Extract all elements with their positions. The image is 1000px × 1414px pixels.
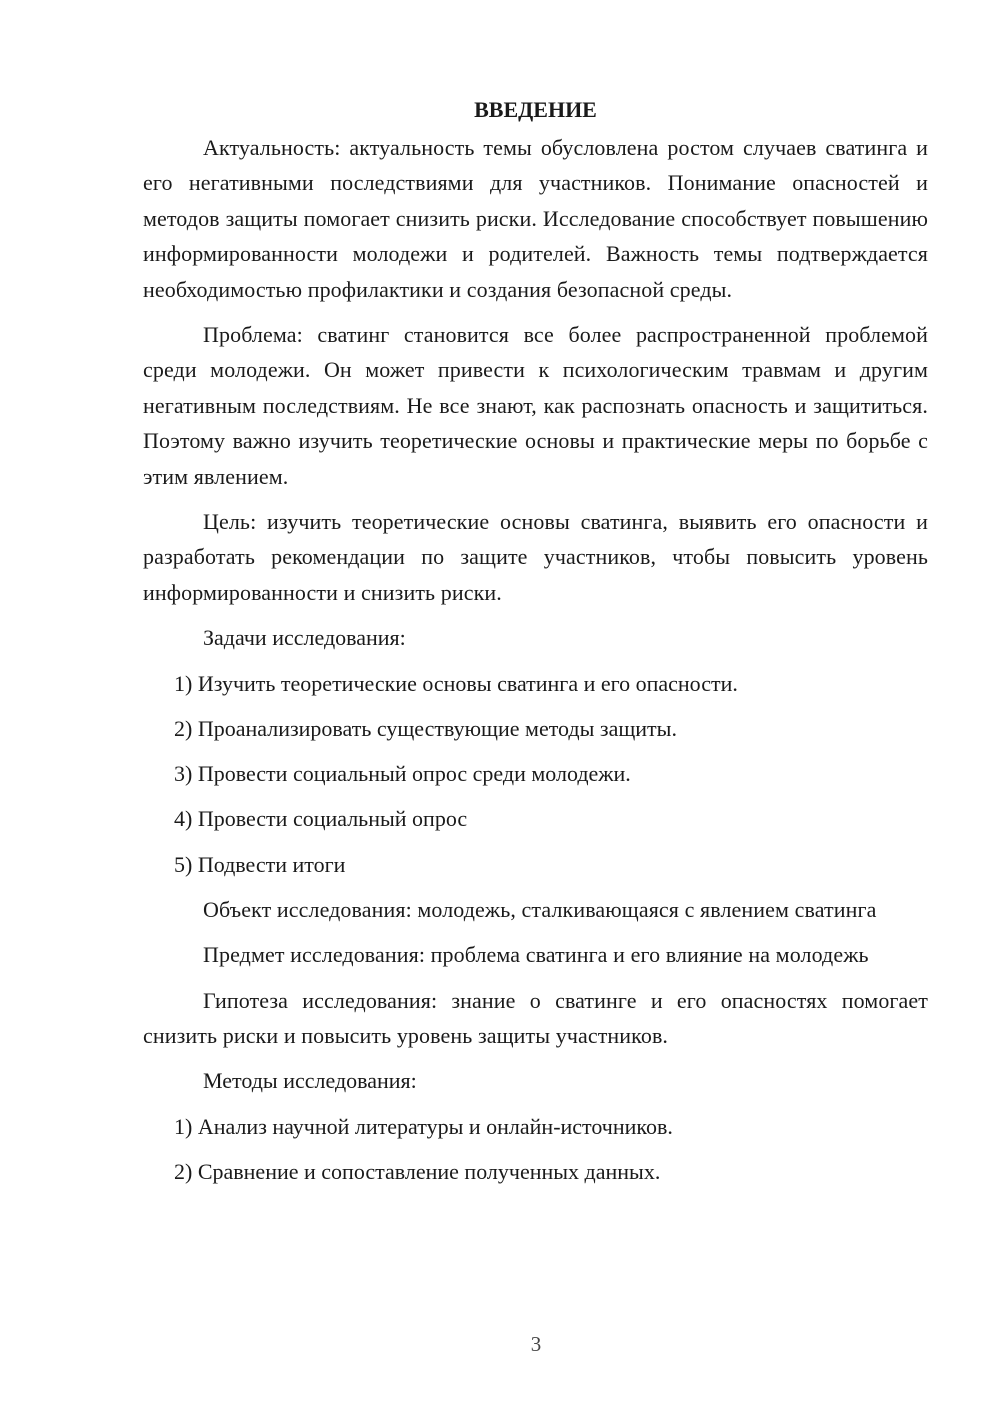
list-item: 1) Изучить теоретические основы сватинга и его опасности. [174, 670, 738, 696]
subject-paragraph: Предмет исследования: проблема сватинга и его влияние на молодежь [203, 942, 869, 968]
list-item: 1) Анализ научной литературы и онлайн-источников. [174, 1113, 673, 1139]
goal-paragraph: Цель: изучить теоретические основы сватинга, выявить его опасности и разработать рекомендации по защите участников, чтобы повысить уровень информированности и снизить риски. [143, 509, 928, 605]
list-item: 4) Провести социальный опрос [174, 806, 468, 832]
problem-paragraph: Проблема: сватинг становится все более распространенной проблемой среди молодежи. Он может привести к психологическим травмам и другим негативным последствиям. Не все знают, как распознать опасность и защититься. Поэтому важно изучить теоретические основы и практические меры по борьбе с этим явлением. [143, 322, 928, 489]
tasks-heading: Задачи исследования: [203, 625, 406, 651]
object-paragraph: Объект исследования: молодежь, сталкивающаяся с явлением сватинга [203, 896, 877, 922]
page-title: ВВЕДЕНИЕ [474, 97, 597, 122]
list-item: 2) Сравнение и сопоставление полученных данных. [174, 1158, 661, 1184]
tasks-list [143, 666, 928, 882]
page-number: 3 [530, 1332, 542, 1356]
methods-heading: Методы исследования: [203, 1068, 417, 1094]
list-item: 3) Провести социальный опрос среди молодежи. [174, 761, 631, 787]
document-page [143, 92, 928, 1199]
methods-list [143, 1109, 928, 1190]
list-item: 5) Подвести итоги [174, 851, 346, 877]
list-item: 2) Проанализировать существующие методы защиты. [174, 715, 677, 741]
relevance-paragraph: Актуальность: актуальность темы обусловлена ростом случаев сватинга и его негативными последствиями для участников. Понимание опасностей и методов защиты помогает снизить риски. Исследование способствует повышению информированности молодежи и родителей. Важность темы подтверждается необходимостью профилактики и создания безопасной среды. [143, 135, 928, 302]
hypothesis-paragraph: Гипотеза исследования: знание о сватинге и его опасностях помогает снизить риски и повысить уровень защиты участников. [143, 987, 928, 1048]
